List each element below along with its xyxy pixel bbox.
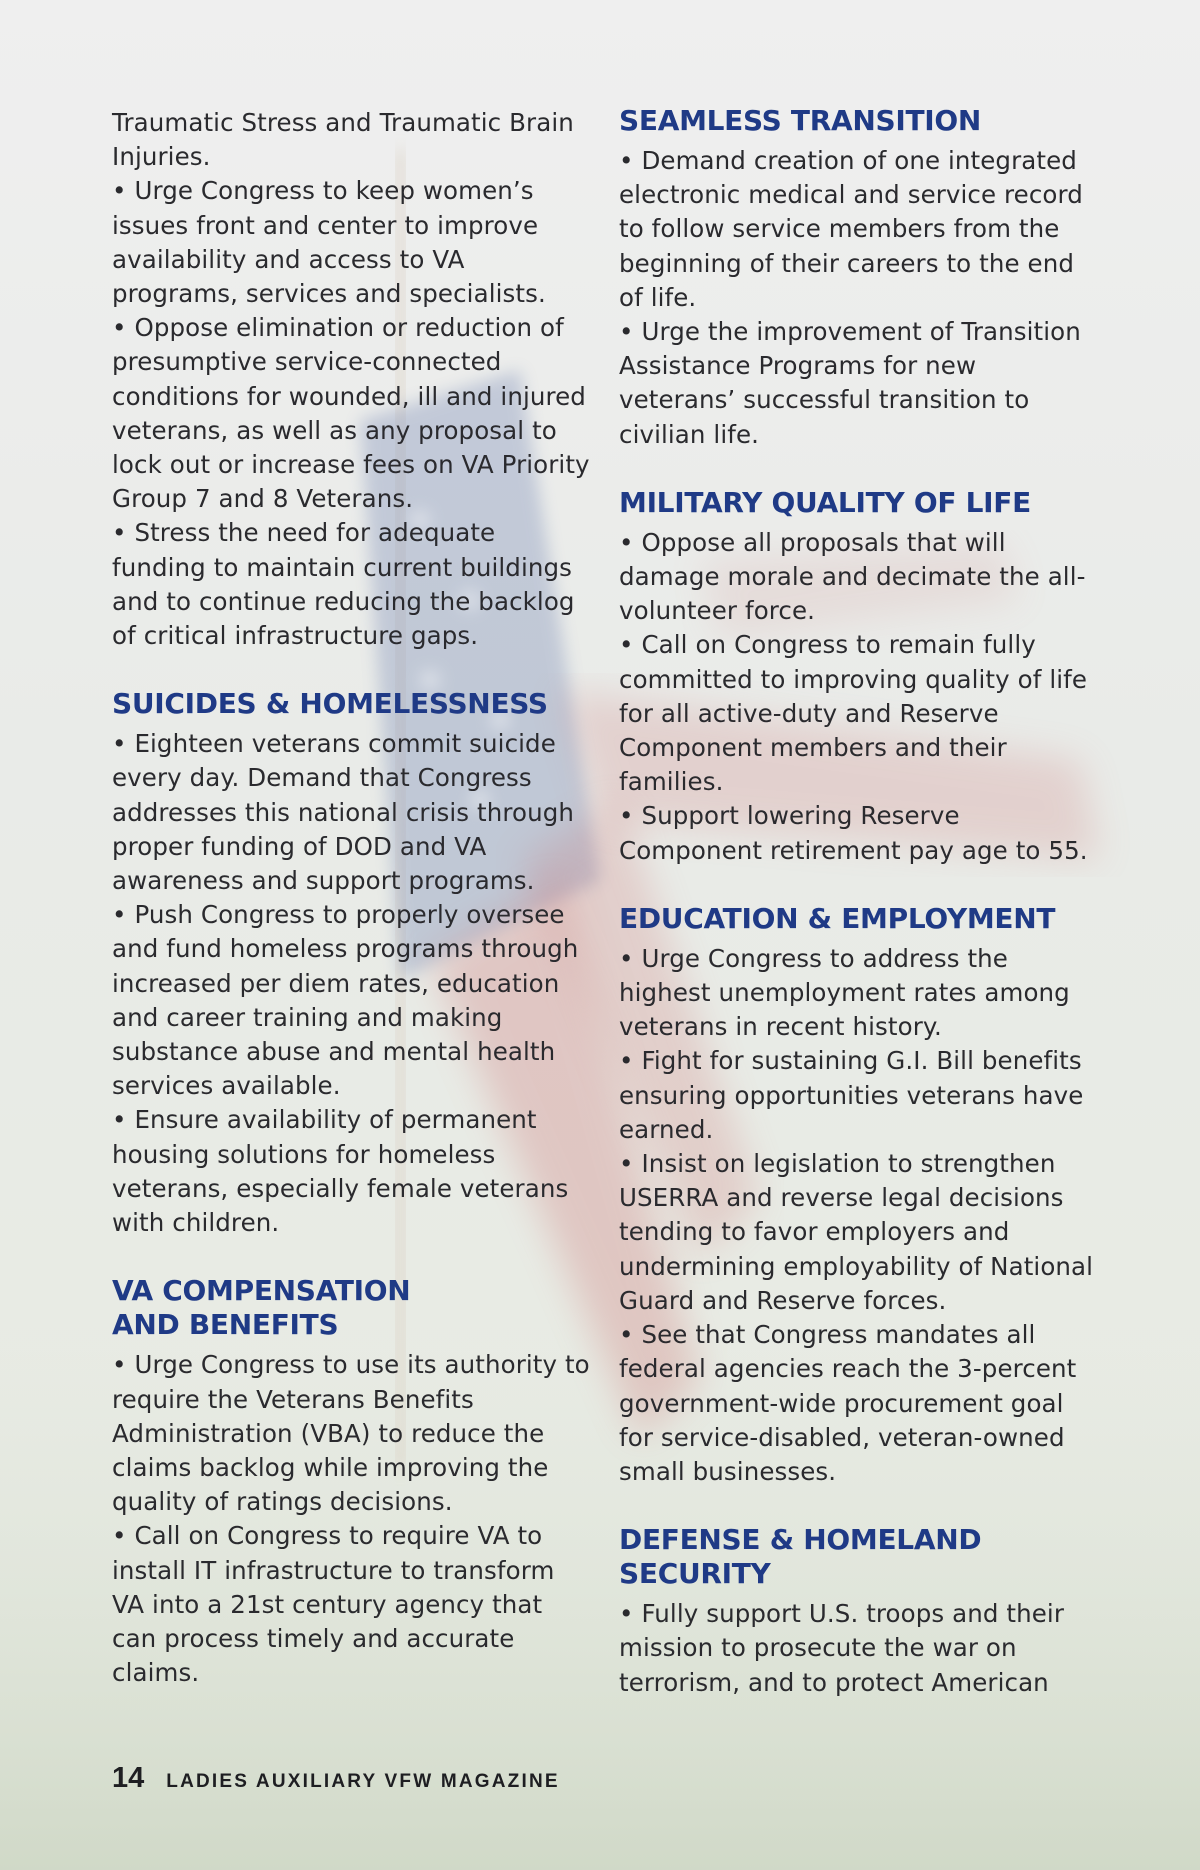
education-bullet: • See that Congress mandates all federal agencies reach the 3-percent government-wide procurement goal for service-disabled, veteran-owned small businesses.	[619, 1320, 1077, 1486]
suicides-heading: SUICIDES & HOMELESSNESS	[112, 687, 548, 721]
defense-heading-line1: DEFENSE & HOMELAND	[619, 1523, 982, 1557]
va-compensation-bullet: • Urge Congress to use its authority to require the Veterans Benefits Administration (VBA) to reduce the claims backlog while improving the quality of ratings decisions.	[112, 1350, 590, 1517]
suicides-section	[112, 687, 594, 1240]
education-section	[619, 902, 1099, 1489]
intro-bullet: • Oppose elimination or reduction of presumptive service-connected conditions for wounded, ill and injured veterans, as well as any proposal to lock out or increase fees on VA Priority Group 7 and 8 Veterans.	[112, 313, 590, 514]
military-quality-bullet: • Oppose all proposals that will damage morale and decimate the all-volunteer force.	[619, 527, 1086, 626]
defense-bullet: • Fully support U.S. troops and their mission to prosecute the war on terrorism, and to protect American	[619, 1599, 1065, 1697]
suicides-bullet: • Ensure availability of permanent housing solutions for homeless veterans, especially female veterans with children.	[112, 1105, 569, 1238]
education-bullet: • Urge Congress to address the highest unemployment rates among veterans in recent history.	[619, 943, 1070, 1042]
va-compensation-bullet: • Call on Congress to require VA to install IT infrastructure to transform VA into a 21st century agency that can process timely and accurate claims.	[112, 1521, 555, 1688]
education-bullet: • Insist on legislation to strengthen USERRA and reverse legal decisions tending to favor employers and undermining employability of National Guard and Reserve forces.	[619, 1149, 1094, 1315]
page-footer	[112, 1762, 560, 1795]
seamless-transition-heading: SEAMLESS TRANSITION	[619, 104, 982, 137]
military-quality-bullet: • Support lowering Reserve Component retirement pay age to 55.	[619, 801, 1088, 865]
magazine-title: LADIES AUXILIARY VFW MAGAZINE	[166, 1771, 560, 1792]
defense-heading	[619, 1523, 1099, 1591]
defense-heading-line2: SECURITY	[619, 1557, 771, 1591]
seamless-transition-bullet: • Urge the improvement of Transition Assistance Programs for new veterans’ successful transition to civilian life.	[619, 317, 1081, 449]
va-compensation-heading-line2: AND BENEFITS	[112, 1308, 339, 1342]
education-bullet: • Fight for sustaining G.I. Bill benefits ensuring opportunities veterans have earned.	[619, 1046, 1084, 1144]
suicides-bullet: • Push Congress to properly oversee and fund homeless programs through increased per diem rates, education and career training and making substance abuse and mental health services available.	[112, 900, 579, 1101]
intro-continued-text: Traumatic Stress and Traumatic Brain Injuries.	[112, 108, 574, 172]
intro-bullet: • Urge Congress to keep women’s issues front and center to improve availability and access to VA programs, services and specialists.	[112, 176, 546, 309]
va-compensation-section	[112, 1274, 594, 1690]
suicides-bullet: • Eighteen veterans commit suicide every day. Demand that Congress addresses this national crisis through proper funding of DOD and VA awareness and support programs.	[112, 729, 574, 896]
military-quality-bullet: • Call on Congress to remain fully committed to improving quality of life for all active-duty and Reserve Component members and their families.	[619, 630, 1088, 797]
right-column	[619, 104, 1099, 1734]
page-number: 14	[112, 1762, 145, 1794]
intro-section	[112, 106, 594, 653]
va-compensation-heading-line1: VA COMPENSATION	[112, 1274, 411, 1308]
education-heading: EDUCATION & EMPLOYMENT	[619, 901, 1056, 935]
intro-bullet: • Stress the need for adequate funding to maintain current buildings and to continue reducing the backlog of critical infrastructure gaps.	[112, 518, 575, 651]
defense-section	[619, 1523, 1099, 1700]
military-quality-section	[619, 486, 1099, 868]
left-column	[112, 106, 594, 1724]
seamless-transition-section	[619, 104, 1099, 452]
seamless-transition-bullet: • Demand creation of one integrated electronic medical and service record to follow service members from the beginning of their careers to the end of life.	[619, 146, 1083, 312]
military-quality-heading: MILITARY QUALITY OF LIFE	[619, 485, 1031, 519]
va-compensation-heading	[112, 1274, 594, 1342]
